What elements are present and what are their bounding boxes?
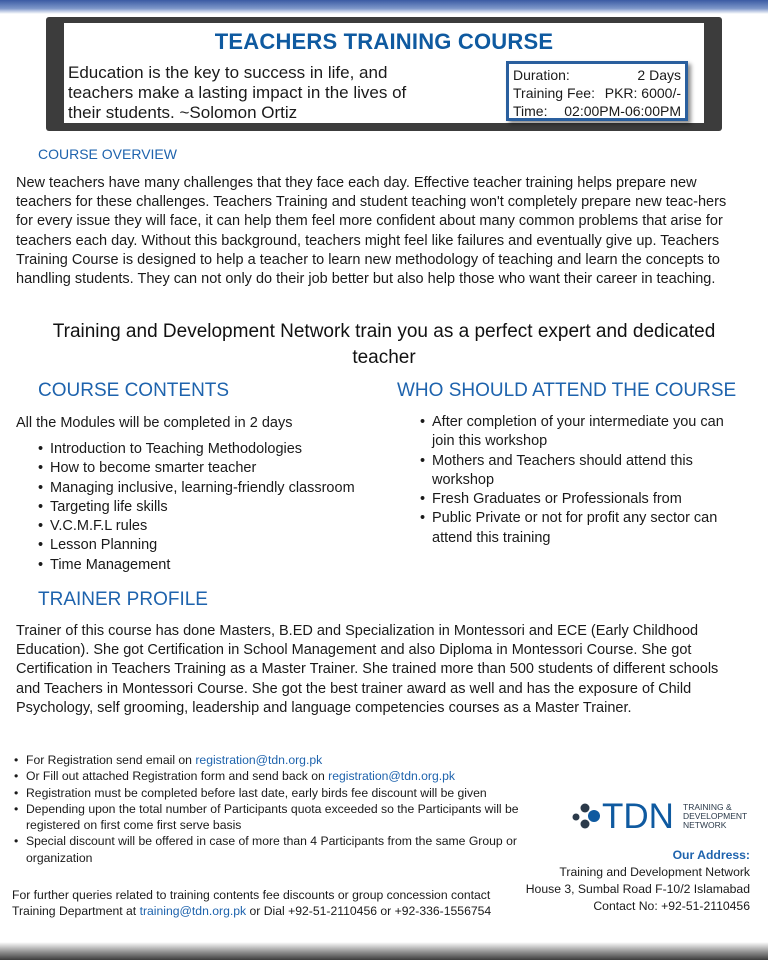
overview-text: New teachers have many challenges that they face each day. Effective teacher training helps prepare new teachers for these challenges. Teachers Training and student teaching won't completely prepare new teac-hers for every issue they will face, it can help them feel more confident about many common problems that arise for teachers each day. Without this background, teachers might feel like failures and eventually give up. Teachers Training Course is designed to help a teacher to learn new methodology of teaching and learn the concepts to handling students. They can not only do their job better but also help those who want their career in teaching. [16,175,727,288]
attend-list [420,413,740,548]
queries-text [12,887,512,920]
note-text: For Registration send email on [26,753,196,767]
top-gradient-bar [0,0,768,14]
info-value: PKR: 6000/- [604,85,681,101]
list-item: • Time Management [38,556,355,575]
info-row-time [513,102,681,120]
logo-letters: TDN [602,797,674,835]
list-item: • Public Private or not for profit any sector can attend this training [420,509,740,548]
list-item: • After completion of your intermediate you can join this workshop [420,413,740,452]
list-item: • Special discount will be offered in case of more than 4 Participants from the same Group or organization [14,833,534,866]
info-row-fee [513,84,681,102]
info-label: Duration: [513,67,570,83]
list-item: • Registration must be completed before last date, early birds fee discount will be given [14,785,534,801]
page-title: TEACHERS TRAINING COURSE [214,29,554,54]
list-item: • Mothers and Teachers should attend this workshop [420,452,740,491]
note-text: Or Fill out attached Registration form and send back on [26,769,329,784]
list-item: • Introduction to Teaching Methodologies [38,440,355,459]
logo-line: TRAINING & [683,802,732,812]
info-value: 2 Days [637,67,681,83]
list-item: • How to become smarter teacher [38,459,355,478]
address-block [500,847,750,915]
info-row-duration [513,66,681,84]
trainer-heading: TRAINER PROFILE [38,589,208,610]
trainer-text: Trainer of this course has done Masters, B.ED and Specialization in Montessori and ECE (Early Childhood Education). She got Certification in School Management and also Diploma in Montessori Course. She got Certification in Teachers Training as a Master Trainer. She trained more than 500 students of different schools and Teachers in Montessori Course. She got the best trainer award as well and has the exposure of Child Psychology, self grooming, leadership and language competencies courses as a Master Trainer. [16,623,719,716]
logo-line: NETWORK [683,820,727,830]
list-item: • Lesson Planning [38,536,355,555]
registration-notes [14,752,534,866]
list-item: • Targeting life skills [38,498,355,517]
training-email-link[interactable]: training@tdn.org.pk [139,904,247,919]
tdn-logo [570,795,760,835]
info-value: 02:00PM-06:00PM [564,103,681,119]
list-item [14,768,534,784]
contents-heading: COURSE CONTENTS [38,380,230,401]
info-label: Time: [513,103,548,119]
info-label: Training Fee: [513,85,595,101]
address-heading: Our Address: [672,848,750,862]
list-item: • Depending upon the total number of Participants quota exceeded so the Participants will be registered on first come first serve basis [14,801,534,834]
address-line: Training and Development Network [559,865,750,879]
header-banner [46,17,722,131]
course-info-box [506,61,688,121]
tagline: Training and Development Network train you as a perfect expert and dedicated teacher [52,321,716,368]
registration-email-link[interactable]: registration@tdn.org.pk [195,753,323,767]
contents-list [38,440,355,575]
queries-part: For further queries related to training contents fee discounts or group concession contact Training Department at [12,888,491,919]
attend-heading: WHO SHOULD ATTEND THE COURSE [397,380,737,401]
list-item [14,752,534,768]
address-line: Contact No: +92-51-2110456 [593,899,750,913]
header-panel [64,23,704,123]
address-line: House 3, Sumbal Road F-10/2 Islamabad [525,882,750,896]
bottom-gradient-bar [0,942,768,960]
overview-heading: COURSE OVERVIEW [38,146,177,162]
list-item: • Managing inclusive, learning-friendly classroom [38,479,355,498]
contents-intro: All the Modules will be completed in 2 days [16,415,293,431]
logo-line: DEVELOPMENT [683,811,748,821]
queries-part: or Dial +92-51-2110456 or +92-336-1556754 [246,904,492,919]
header-quote: Education is the key to success in life, and teachers make a lasting impact in the lives of their students. ~Solomon Ortiz [68,63,407,122]
list-item: • Fresh Graduates or Professionals from [420,490,740,509]
registration-email-link[interactable]: registration@tdn.org.pk [328,769,456,784]
list-item: • V.C.M.F.L rules [38,517,355,536]
tdn-logo-mark [570,795,760,835]
